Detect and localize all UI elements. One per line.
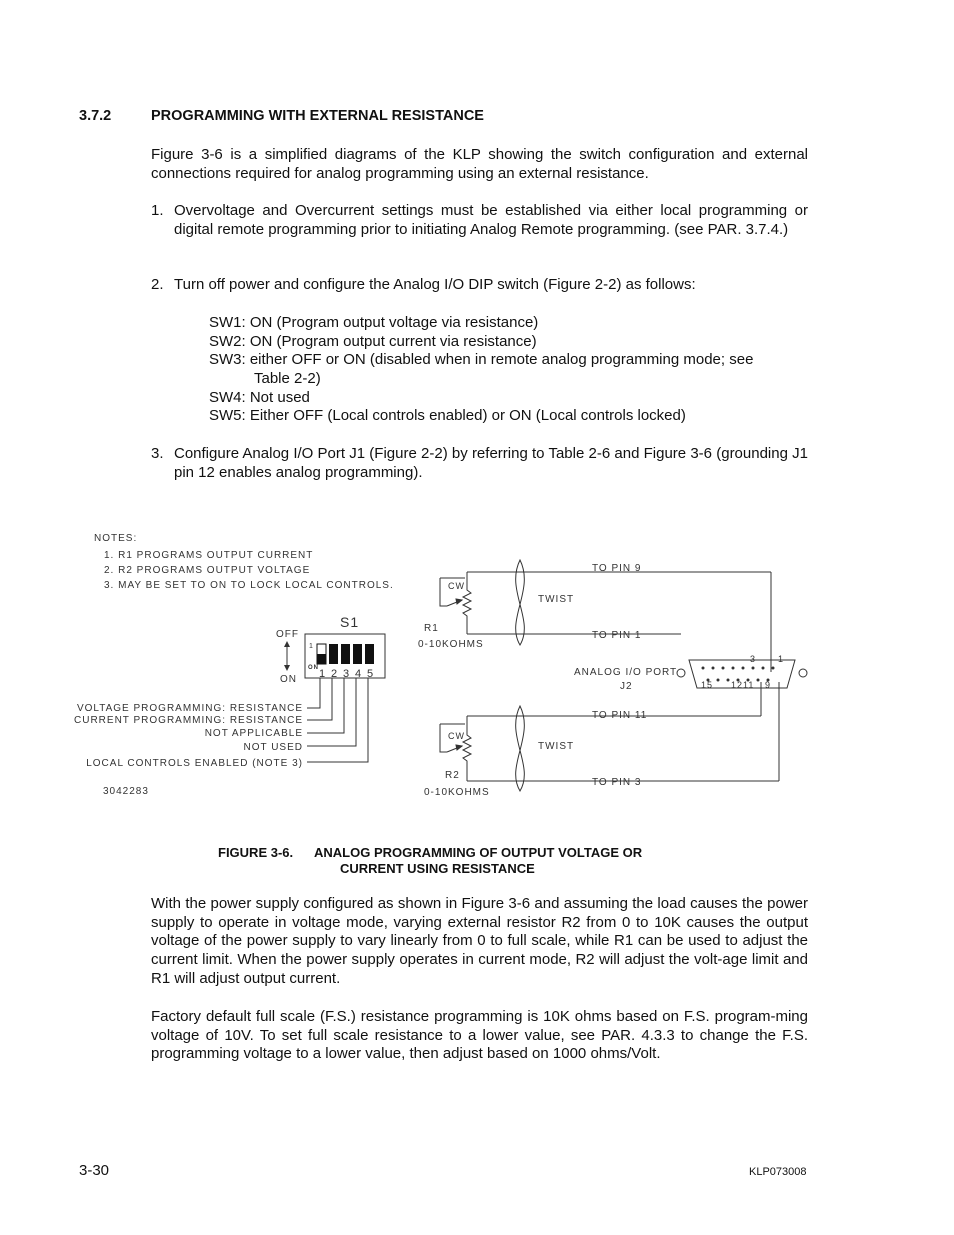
port-label: ANALOG I/O PORT — [574, 667, 678, 678]
switch-leader-lines — [307, 678, 368, 762]
func-current-programming: CURRENT PROGRAMMING: RESISTANCE — [74, 715, 303, 726]
r2-cw-label: CW — [448, 731, 465, 741]
notes-title: NOTES: — [94, 533, 138, 544]
figure-3-6-diagram — [0, 520, 954, 810]
dip-number-3: 3 — [343, 668, 351, 680]
note-2: 2. R2 PROGRAMS OUTPUT VOLTAGE — [104, 565, 311, 576]
step-3-number: 3. — [151, 445, 164, 462]
pin-3-label: TO PIN 3 — [592, 777, 642, 788]
note-1: 1. R1 PROGRAMS OUTPUT CURRENT — [104, 550, 314, 561]
drawing-number: 3042283 — [103, 786, 149, 797]
figure-caption-line2: CURRENT USING RESISTANCE — [340, 861, 535, 876]
twist-symbol-2 — [516, 706, 525, 791]
page-number: 3-30 — [79, 1162, 110, 1179]
pin-9-label: TO PIN 9 — [592, 563, 642, 574]
switch-setting-sw4: SW4: Not used — [209, 389, 310, 406]
r2-wires — [467, 682, 779, 781]
pin-11-label: TO PIN 11 — [592, 710, 648, 721]
twist-label-1: TWIST — [538, 594, 575, 605]
step-2-text: Turn off power and configure the Analog I/O DIP switch (Figure 2-2) as follows: — [174, 276, 696, 293]
switch-setting-sw5: SW5: Either OFF (Local controls enabled) or ON (Local controls locked) — [209, 407, 686, 424]
figure-caption-line1: ANALOG PROGRAMMING OF OUTPUT VOLTAGE OR — [314, 845, 643, 860]
dip-number-5: 5 — [367, 668, 375, 680]
connector-pin-15: 15 — [701, 680, 714, 690]
intro-paragraph: Figure 3-6 is a simplified diagrams of the KLP showing the switch configuration and external connections required for analog programming using an external resistance. — [151, 146, 808, 182]
s1-label: S1 — [340, 614, 360, 630]
step-3-text: Configure Analog I/O Port J1 (Figure 2-2) by referring to Table 2-6 and Figure 3-6 (grounding J1 pin 12 enables analog programming). — [174, 445, 808, 481]
switch-setting-sw3-cont: Table 2-2) — [254, 370, 321, 387]
port-name: J2 — [620, 681, 633, 692]
section-title: PROGRAMMING WITH EXTERNAL RESISTANCE — [151, 108, 484, 124]
step-2-number: 2. — [151, 276, 164, 293]
figure-caption-label: FIGURE 3-6. — [218, 845, 294, 860]
switch-setting-sw1: SW1: ON (Program output voltage via resistance) — [209, 314, 539, 331]
pin-1-label: TO PIN 1 — [592, 630, 642, 641]
off-on-arrow — [284, 641, 290, 671]
func-local-controls: LOCAL CONTROLS ENABLED (NOTE 3) — [86, 758, 303, 769]
note-3: 3. MAY BE SET TO ON TO LOCK LOCAL CONTROLS. — [104, 580, 394, 591]
off-label: OFF — [276, 629, 299, 640]
func-not-applicable: NOT APPLICABLE — [204, 728, 303, 739]
r2-value: 0-10KOHMS — [424, 787, 490, 798]
connector-pin-9: 9 — [765, 680, 772, 690]
connector-pin-1: 1 — [778, 654, 785, 664]
on-label: ON — [280, 674, 297, 685]
switch-setting-sw3: SW3: either OFF or ON (disabled when in remote analog programming mode; see — [209, 351, 754, 368]
step-1-text: Overvoltage and Overcurrent settings must be established via either local programming or digital remote programming prior to initiating Analog Remote programming. (see PAR. 3.7.4.) — [174, 202, 808, 238]
dip-toggles — [317, 644, 374, 664]
dip-number-1: 1 — [319, 668, 327, 680]
factory-default-paragraph: Factory default full scale (F.S.) resistance programming is 10K ohms based on F.S. program-ming voltage of 10V. To set full scale resistance to a lower value, see PAR. 4.3.3 to change the F.S. programming voltage to a lower value, then adjust based on 1000 ohms/Volt. — [151, 1008, 808, 1063]
func-not-used: NOT USED — [243, 742, 303, 753]
r1-wires — [467, 572, 771, 672]
connector-pin-1211: 1211 — [731, 680, 755, 690]
twist-symbol-1 — [516, 560, 525, 645]
switch-setting-sw2: SW2: ON (Program output current via resistance) — [209, 333, 537, 350]
func-voltage-programming: VOLTAGE PROGRAMMING: RESISTANCE — [76, 703, 303, 714]
dip-on-label: ON — [308, 665, 319, 671]
dip-number-2: 2 — [331, 668, 339, 680]
twist-label-2: TWIST — [538, 741, 575, 752]
r1-cw-label: CW — [448, 581, 465, 591]
step-1-number: 1. — [151, 202, 164, 219]
document-code: KLP073008 — [749, 1166, 807, 1178]
r1-value: 0-10KOHMS — [418, 639, 484, 650]
explanation-paragraph: With the power supply configured as shown in Figure 3-6 and assuming the load causes the power supply to operate in voltage mode, varying external resistor R2 from 0 to 10K causes the output voltage of the power supply to vary linearly from 0 to full scale, while R1 can be used to adjust the current limit. When the power supply operates in current mode, R2 will adjust the volt-age limit and R1 will adjust output current. — [151, 895, 808, 987]
dip-one-label: 1 — [309, 643, 314, 650]
r2-name: R2 — [445, 770, 460, 781]
connector-pin-3: 3 — [750, 654, 757, 664]
r1-name: R1 — [424, 623, 439, 634]
dip-number-4: 4 — [355, 668, 363, 680]
section-number: 3.7.2 — [79, 108, 112, 124]
